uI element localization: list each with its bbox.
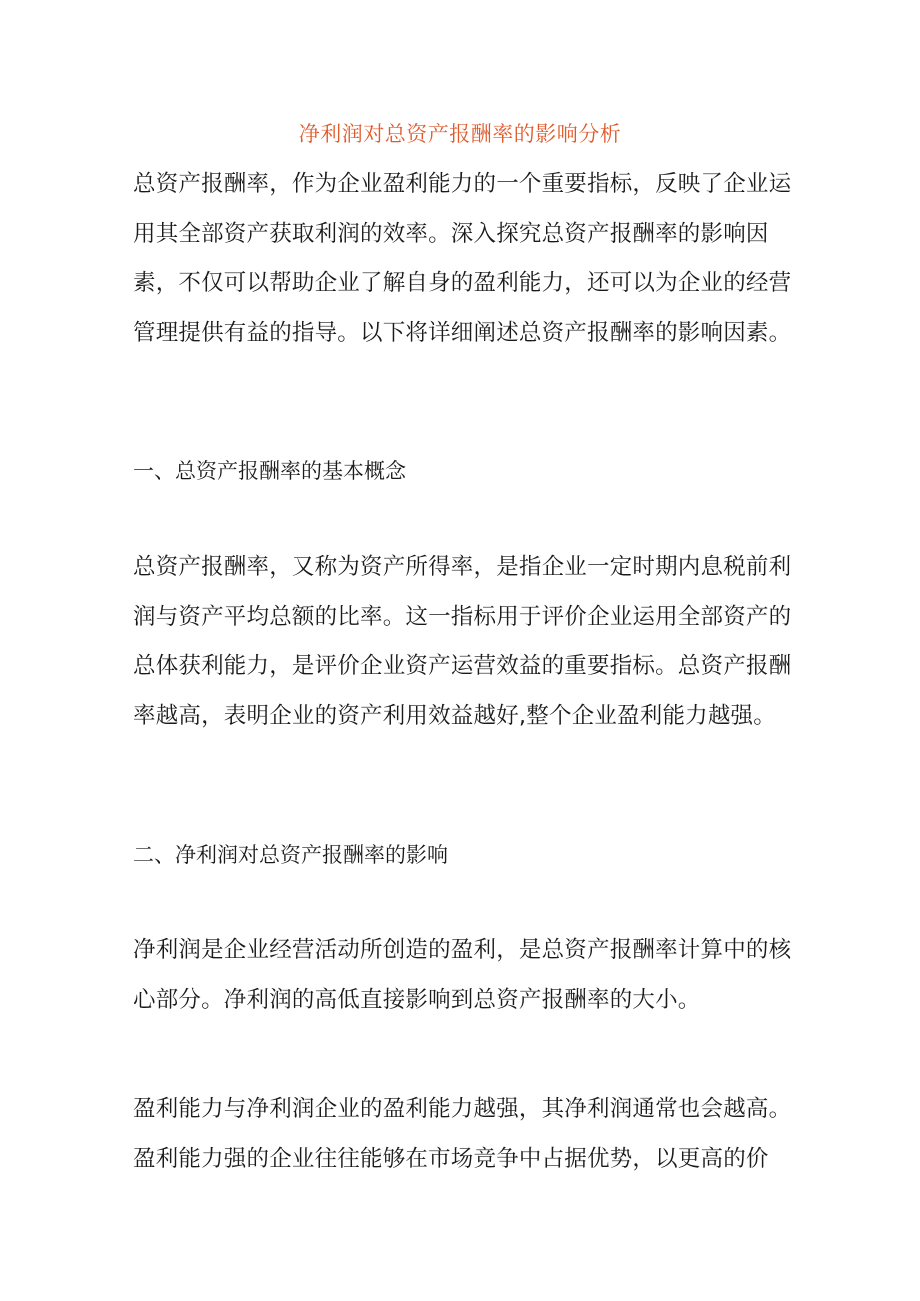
- intro-paragraph: 总资产报酬率，作为企业盈利能力的一个重要指标，反映了企业运用其全部资产获取利润的效率。深入探究总资产报酬率的影响因素，不仅可以帮助企业了解自身的盈利能力，还可以为企业的经营管理提供有益的指导。以下将详细阐述总资产报酬率的影响因素。: [133, 171, 792, 346]
- section1-heading: 一、总资产报酬率的基本概念: [133, 459, 406, 483]
- section1-paragraph: 总资产报酬率，又称为资产所得率，是指企业一定时期内息税前利润与资产平均总额的比率。这一指标用于评价企业运用全部资产的总体获利能力，是评价企业资产运营效益的重要指标。总资产报酬率越高，表明企业的资产利用效益越好,整个企业盈利能力越强。: [133, 554, 792, 729]
- document-title: 净利润对总资产报酬率的影响分析: [298, 122, 622, 146]
- section2-paragraph-2: 盈利能力与净利润企业的盈利能力越强，其净利润通常也会越高。盈利能力强的企业往往能够在市场竞争中占据优势，以更高的价: [133, 1096, 792, 1172]
- section2-heading: 二、净利润对总资产报酬率的影响: [133, 843, 448, 867]
- section2-paragraph-1: 净利润是企业经营活动所创造的盈利，是总资产报酬率计算中的核心部分。净利润的高低直接影响到总资产报酬率的大小。: [133, 937, 792, 1013]
